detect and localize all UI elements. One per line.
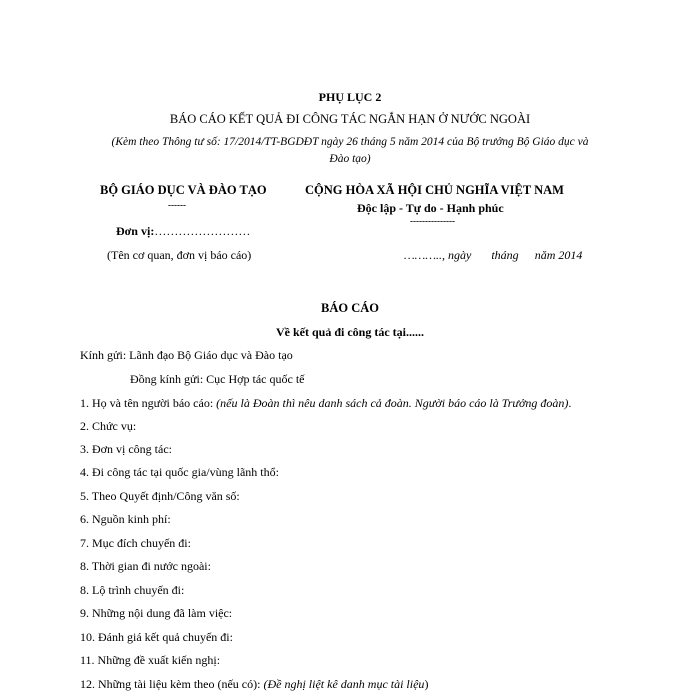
item-8a: 8. Thời gian đi nước ngoài: xyxy=(80,559,211,573)
item-10: 10. Đánh giá kết quả chuyến đi: xyxy=(80,630,233,644)
attached-line-2: Đào tạo) xyxy=(329,153,371,165)
date-line xyxy=(404,248,582,263)
national-motto: Độc lập - Tự do - Hạnh phúc xyxy=(357,201,504,215)
item-5: 5. Theo Quyết định/Công văn số: xyxy=(80,489,240,503)
item-1: 1. Họ và tên người báo cáo: (nếu là Đoàn thì nêu danh sách cả đoàn. Người báo cáo là Trưởng đoàn). xyxy=(80,396,572,410)
appendix-title: PHỤ LỤC 2 xyxy=(318,90,382,104)
item-12: 12. Những tài liệu kèm theo (nếu có): (Đề nghị liệt kê danh mục tài liệu) xyxy=(80,677,429,691)
attached-line-1: (Kèm theo Thông tư số: 17/2014/TT-BGDĐT ngày 26 tháng 5 năm 2014 của Bộ trưởng Bộ Giáo dục và xyxy=(111,136,589,148)
item-9: 9. Những nội dung đã làm việc: xyxy=(80,606,233,620)
date-day: ngày xyxy=(448,248,472,262)
nation-name: CỘNG HÒA XÃ HỘI CHỦ NGHĨA VIỆT NAM xyxy=(305,183,564,197)
item-7: 7. Mục đích chuyến đi: xyxy=(80,536,191,550)
unit-note: (Tên cơ quan, đơn vị báo cáo) xyxy=(107,248,252,262)
date-dots: ……….., xyxy=(404,248,446,262)
item-2: 2. Chức vụ: xyxy=(80,419,137,433)
ministry-name: BỘ GIÁO DỤC VÀ ĐÀO TẠO xyxy=(100,183,267,197)
ministry-rule: ------ xyxy=(168,200,186,210)
unit-dots: …………………… xyxy=(154,224,251,238)
to-line: Kính gửi: Lãnh đạo Bộ Giáo dục và Đào tạo xyxy=(80,348,293,362)
unit-label: Đơn vị: xyxy=(116,224,155,238)
cc-line: Đồng kính gửi: Cục Hợp tác quốc tế xyxy=(130,372,305,386)
unit-line xyxy=(116,224,250,239)
item-4: 4. Đi công tác tại quốc gia/vùng lãnh thổ: xyxy=(80,465,279,479)
date-month: tháng xyxy=(491,248,519,262)
item-8b: 8. Lộ trình chuyến đi: xyxy=(80,583,185,597)
report-subheading: Về kết quả đi công tác tại...... xyxy=(276,325,424,339)
item-6: 6. Nguồn kinh phí: xyxy=(80,512,171,526)
motto-rule: --------------- xyxy=(410,216,455,226)
item-3: 3. Đơn vị công tác: xyxy=(80,442,172,456)
date-year: năm 2014 xyxy=(534,248,583,262)
item-11: 11. Những đề xuất kiến nghị: xyxy=(80,653,221,667)
report-title: BÁO CÁO KẾT QUẢ ĐI CÔNG TÁC NGẮN HẠN Ở NƯỚC NGOÀI xyxy=(169,112,531,126)
report-heading: BÁO CÁO xyxy=(321,301,379,315)
